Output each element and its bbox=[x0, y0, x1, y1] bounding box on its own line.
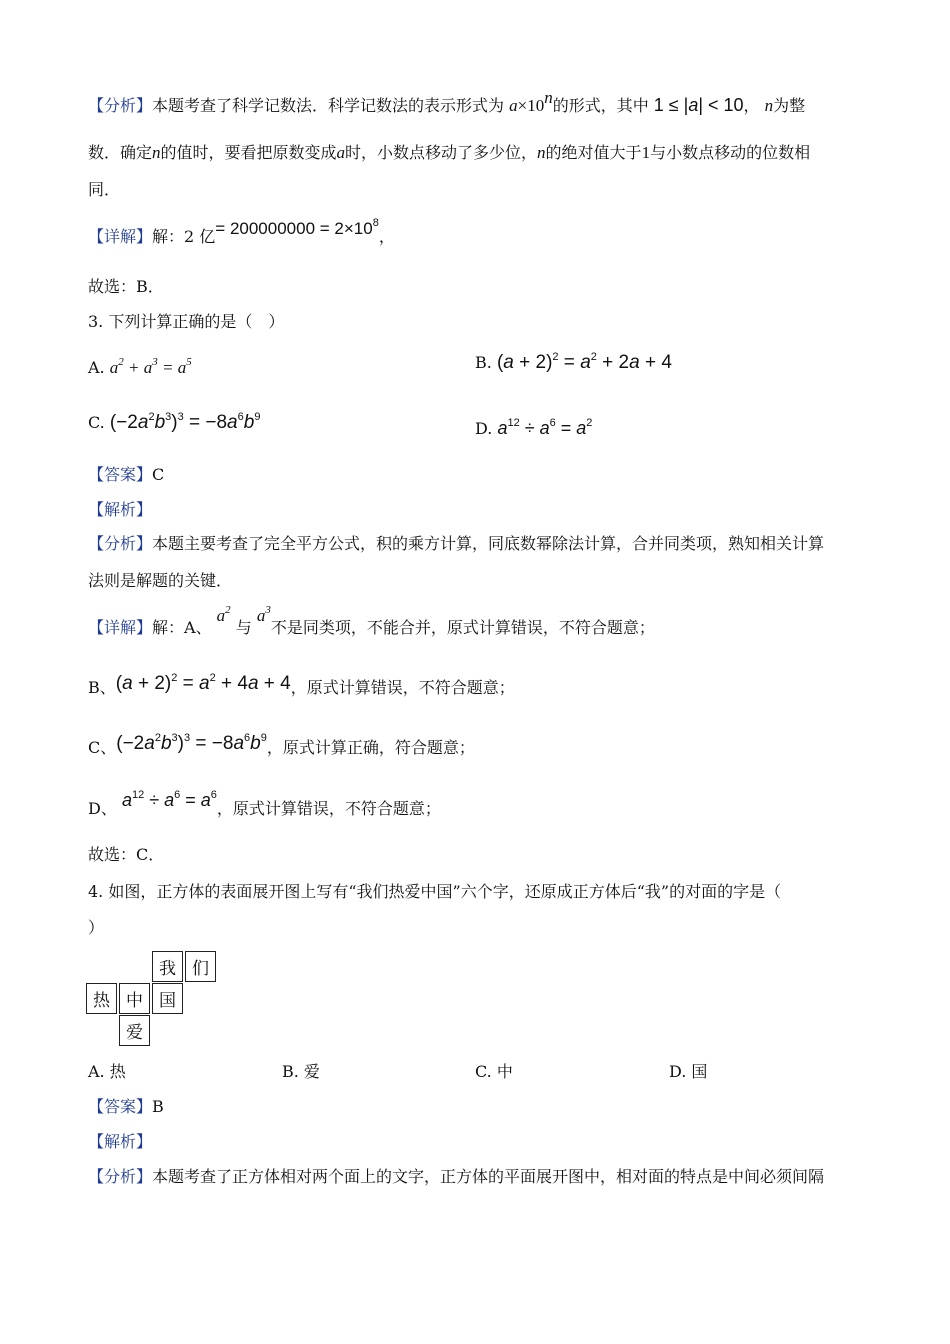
formula-detail-d: $a^{12} \div a^6 = a^6$ bbox=[121, 789, 217, 810]
q2-analysis-line-1 bbox=[88, 88, 806, 117]
formula-2e8: = $200000000 = 2\times 10^8$ bbox=[215, 217, 379, 238]
number-one: 1 bbox=[641, 143, 651, 162]
analysis-tag: 【分析】 bbox=[88, 96, 153, 115]
q4-stem-line-1: 4. 如图，正方体的表面展开图上写有“我们热爱中国”六个字，还原成正方体后“我”的对面的字是（ bbox=[88, 882, 782, 901]
var-n: n bbox=[764, 96, 774, 115]
text: 本题主要考查了完全平方公式，积的乘方计算，同底数幂除法计算，合并同类项，熟知相关计算 bbox=[152, 534, 825, 553]
detail-tag: 【详解】 bbox=[88, 618, 153, 637]
option-label: D. bbox=[475, 419, 493, 438]
q3-answer bbox=[88, 464, 164, 486]
text: 与 bbox=[235, 618, 252, 637]
text: B、 bbox=[88, 678, 116, 697]
net-cell-men: 们 bbox=[185, 951, 216, 982]
text: 数．确定 bbox=[88, 143, 153, 162]
answer-tag: 【答案】 bbox=[88, 1097, 153, 1116]
formula-c: $(-2a^2b^3)^3 = -8a^6b^9$ bbox=[109, 411, 261, 433]
formula-detail-c: $(-2a^2b^3)^3 = -8a^6b^9$ bbox=[116, 732, 267, 754]
detail-tag: 【详解】 bbox=[88, 227, 153, 246]
text: 的绝对值大于 bbox=[545, 143, 642, 162]
formula-detail-b: $(a + 2)^2 = a^2 + 4a + 4$ bbox=[115, 672, 291, 694]
q2-analysis-line-2 bbox=[88, 142, 810, 164]
text: ，原式计算正确，符合题意； bbox=[266, 738, 475, 757]
net-cell-guo: 国 bbox=[152, 983, 183, 1014]
option-label: B. bbox=[475, 353, 492, 372]
text: 解：A、 bbox=[152, 618, 212, 637]
formula-sci-notation: a bbox=[509, 96, 518, 115]
var-a: a bbox=[336, 143, 346, 162]
text: 解：2 亿 bbox=[152, 227, 216, 246]
q3-detail-c bbox=[88, 732, 475, 759]
text: ， bbox=[378, 227, 395, 246]
net-cell-wo: 我 bbox=[152, 951, 183, 982]
term-a3: $a^3$ bbox=[256, 604, 271, 625]
q3-stem: 3. 下列计算正确的是（ ） bbox=[88, 312, 285, 331]
text: ，原式计算错误，不符合题意； bbox=[216, 799, 441, 818]
q3-option-c bbox=[88, 412, 260, 434]
q4-jiexi: 【解析】 bbox=[88, 1132, 153, 1151]
text: 与小数点移动的位数相 bbox=[650, 143, 811, 162]
var-n: n bbox=[152, 143, 161, 162]
q4-option-a: A. 热 bbox=[88, 1062, 126, 1081]
formula-a: $a^2 + a^3 = a^5$ bbox=[109, 356, 192, 377]
q2-conclusion: 故选：B． bbox=[88, 277, 164, 296]
q4-analysis-line-1 bbox=[88, 1166, 824, 1188]
text: ，原式计算错误，不符合题意； bbox=[290, 678, 515, 697]
text: 本题考查了正方体相对两个面上的文字，正方体的平面展开图中，相对面的特点是中间必须间隔 bbox=[152, 1167, 825, 1186]
answer-tag: 【答案】 bbox=[88, 465, 153, 484]
analysis-tag: 【分析】 bbox=[88, 1167, 153, 1186]
q2-detail bbox=[88, 217, 395, 248]
option-label: A. bbox=[88, 358, 105, 377]
text: 为整 bbox=[773, 96, 806, 115]
q3-conclusion: 故选：C． bbox=[88, 845, 165, 864]
text: 的形式，其中 bbox=[552, 96, 649, 115]
q3-detail-b bbox=[88, 672, 515, 699]
net-cell-ai: 爱 bbox=[119, 1015, 150, 1046]
analysis-tag: 【分析】 bbox=[88, 534, 153, 553]
formula-b: $(a + 2)^2 = a^2 + 2a + 4$ bbox=[496, 351, 672, 373]
text: D、 bbox=[88, 799, 117, 818]
q4-stem-line-2: ） bbox=[88, 918, 105, 937]
text: 不是同类项，不能合并，原式计算错误，不符合题意； bbox=[270, 618, 655, 637]
q4-option-d: D. 国 bbox=[669, 1062, 708, 1081]
text: 的值时，要看把原数变成 bbox=[160, 143, 337, 162]
q4-option-c: C. 中 bbox=[475, 1062, 513, 1081]
var-n: n bbox=[537, 143, 546, 162]
formula-abs-range: 1 ≤ |a| < 10 bbox=[648, 95, 744, 115]
formula-sci-notation-b: $\times 10^n$ bbox=[517, 88, 553, 115]
q3-detail-d bbox=[88, 789, 441, 820]
q3-analysis-line-1 bbox=[88, 533, 824, 555]
q3-option-d bbox=[475, 417, 592, 440]
option-label: C. bbox=[88, 413, 105, 432]
answer-value: B bbox=[152, 1097, 164, 1116]
q3-analysis-line-2: 法则是解题的关键． bbox=[88, 571, 233, 590]
q3-option-a bbox=[88, 357, 192, 379]
q4-option-b: B. 爱 bbox=[282, 1062, 320, 1081]
q4-answer bbox=[88, 1096, 164, 1118]
net-cell-zhong: 中 bbox=[119, 983, 150, 1014]
q3-detail-a bbox=[88, 604, 655, 639]
text: 本题考查了科学记数法．科学记数法的表示形式为 bbox=[152, 96, 505, 115]
answer-value: C bbox=[152, 465, 165, 484]
net-cell-re: 热 bbox=[86, 983, 117, 1014]
text: 时，小数点移动了多少位， bbox=[345, 143, 538, 162]
text: C、 bbox=[88, 738, 117, 757]
q3-option-b bbox=[475, 352, 672, 374]
term-a2: $a^2$ bbox=[216, 604, 231, 625]
q3-jiexi: 【解析】 bbox=[88, 500, 153, 519]
formula-d: $a^{12} \div a^6 = a^2$ bbox=[497, 417, 593, 438]
text: ， bbox=[743, 96, 760, 115]
q2-analysis-line-3: 同． bbox=[88, 180, 121, 199]
